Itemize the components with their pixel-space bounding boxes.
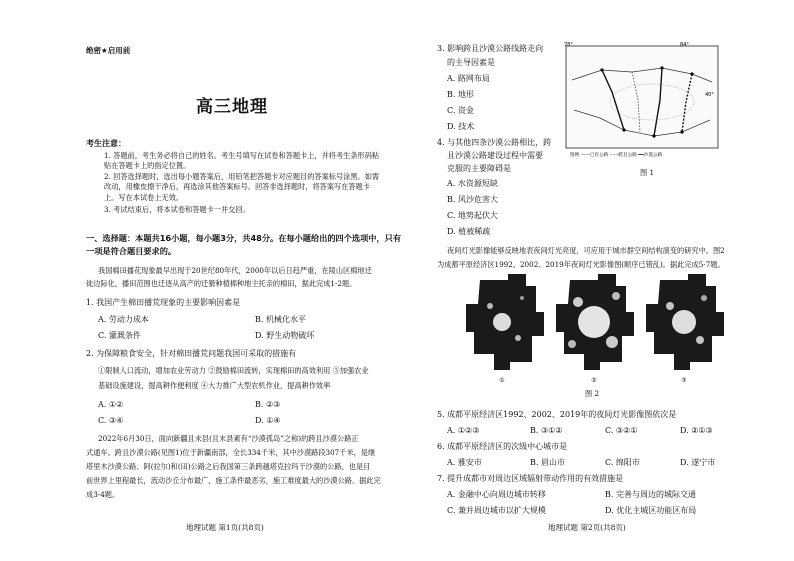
passage-line: 式通车。跨且沙漠公路(见图1)位于新疆南部，全长334千米，其中沙漠路段307千米，是继 bbox=[86, 448, 376, 457]
fig1-lon-label: 78° bbox=[564, 42, 573, 48]
question-2-stem: 2. 为保障粮食安全，针对棉田播荒问题我国可采取的措施有 bbox=[86, 349, 297, 358]
q2-option-c[interactable]: C. ③④ bbox=[98, 416, 124, 425]
q7-option-c[interactable]: C. 兼并周边城市以扩大规模 bbox=[447, 506, 546, 515]
fig1-lat-label: 40° bbox=[705, 92, 714, 98]
q7-option-d[interactable]: D. 优化主城区功能区布局 bbox=[605, 506, 697, 515]
q5-option-c[interactable]: C. ③②① bbox=[605, 426, 638, 435]
passage-line: 夜间灯光影像能够反映地表夜间灯光亮度，可应用于城市群空间结构演变的研究中。图2 bbox=[447, 246, 725, 255]
q3-option-b[interactable]: B. 地形 bbox=[447, 90, 474, 99]
fig2-sub-label: ② bbox=[591, 377, 597, 384]
q3-option-d[interactable]: D. 技术 bbox=[447, 122, 475, 131]
q1-option-a[interactable]: A. 劳动力成本 bbox=[98, 315, 149, 324]
q2-statement-line: 基础设施建设，提高耕作便利度 ④大力推广大型农机作业，提高耕作效率 bbox=[98, 381, 331, 390]
question-3-stem: 3. 影响跨且沙漠公路线路走向 bbox=[437, 44, 544, 53]
q1-option-c[interactable]: C. 灌溉条件 bbox=[98, 331, 141, 340]
question-1-stem: 1. 我国产生棉田播荒现象的主要影响因素是 bbox=[86, 298, 241, 307]
q2-option-a[interactable]: A. ①② bbox=[98, 400, 124, 409]
notice-line: 上。写在本试卷上无效。 bbox=[104, 193, 184, 202]
notice-line: 改动，用橡皮擦干净后，再选涂其他答案标号。回答非选择题时，将答案写在答题卡 bbox=[104, 182, 370, 191]
question-6-stem: 6. 成都平原经济区的次级中心城市是 bbox=[437, 442, 568, 451]
figure-1-caption: 图 1 bbox=[640, 168, 655, 177]
question-7-stem: 7. 提升成都市对周边区域辐射带动作用的有效措施是 bbox=[437, 474, 624, 483]
exam-title: 高三地理 bbox=[196, 97, 268, 117]
secret-label: 绝密★启用前 bbox=[86, 46, 131, 55]
passage-line: 2022年6月30日，面向新疆且未县(且末县素有“沙漠孤岛”之称)的跨且沙漠公路正 bbox=[98, 434, 359, 443]
passage-line: 为成都平原经济区1992、2002、2019年夜间灯光影像图(顺序已错乱)。据此完成5-7题。 bbox=[437, 260, 725, 269]
q4-option-d[interactable]: D. 植被稀疏 bbox=[447, 227, 491, 236]
q6-option-b[interactable]: B. 眉山市 bbox=[530, 458, 565, 467]
figure-2-caption: 图 2 bbox=[585, 389, 600, 398]
fig2-sub-label: ① bbox=[499, 377, 505, 384]
q7-option-a[interactable]: A. 金融中心向周边城市转移 bbox=[447, 490, 546, 499]
q4-option-b[interactable]: B. 风沙危害大 bbox=[447, 195, 498, 204]
question-4-stem: 4. 与其他四条沙漠公路相比，跨 bbox=[437, 138, 552, 147]
notice-line: 贴在答题卡上的指定位置。 bbox=[104, 161, 191, 170]
night-light-image-3 bbox=[646, 274, 724, 370]
question-4-stem: 克服的主要障碍是 bbox=[447, 164, 511, 173]
passage-line: 成3-4题。 bbox=[86, 490, 120, 499]
q6-option-a[interactable]: A. 雅安市 bbox=[447, 458, 482, 467]
notice-line: 2. 回答选择题时，选出每小题答案后，用铅笔把答题卡对应题目的答案标号涂黑。如需 bbox=[104, 172, 380, 181]
page-footer-right: 地理试题 第2页(共8页) bbox=[548, 523, 626, 532]
figure-1-map bbox=[562, 40, 722, 160]
fig1-lon-label: 84° bbox=[680, 42, 689, 48]
question-4-stem: 且沙漠公路建设过程中需要 bbox=[447, 151, 543, 160]
night-light-image-1 bbox=[466, 274, 544, 370]
fig1-legend: 图例 ——已有公路 ······跨且公路 ━━沙漠公路 bbox=[570, 153, 663, 158]
q5-option-d[interactable]: D. ②①③ bbox=[680, 426, 713, 435]
question-3-stem: 的主导因素是 bbox=[447, 58, 495, 67]
q6-option-d[interactable]: D. 遂宁市 bbox=[680, 458, 716, 467]
q2-statement-line: ①限制人口流动，增加农业劳动力 ②鼓励棉田流转，实现棉田的高效利用 ③加强农业 bbox=[98, 366, 369, 375]
passage-line: 徙边际化，播田范围也迁逐从高产的迁猾种植棉种地主托亲的棉田，据此完成1-2题。 bbox=[86, 279, 357, 288]
notice-line: 3. 考试结束后，将本试卷和答题卡一并交回。 bbox=[104, 205, 250, 214]
passage-line: 塔里木沙漠公路、阿(拉尔)和(田)公路之后我国第三条跨越塔克拉玛干沙漠的公路，也是目 bbox=[86, 462, 371, 471]
fig2-sub-label: ③ bbox=[681, 377, 687, 384]
page-footer-left: 地理试题 第1页(共8页) bbox=[186, 523, 264, 532]
q4-option-c[interactable]: C. 地势起伏大 bbox=[447, 211, 498, 220]
q7-option-b[interactable]: B. 完善与周边的城际交通 bbox=[605, 490, 696, 499]
figure-2-night-light-images bbox=[460, 266, 730, 386]
q5-option-a[interactable]: A. ①②③ bbox=[447, 426, 480, 435]
night-light-image-2 bbox=[556, 274, 634, 370]
notice-line: 1. 答题前，考生务必将自己的姓名、考生号填写在试卷和答题卡上，并将考生条形码粘 bbox=[104, 151, 380, 160]
section-heading: 一、选择题：本题共16小题，每小题3分，共48分。在每小题给出的四个选项中，只有一项是符合题目要求的。 bbox=[86, 233, 402, 256]
q5-option-b[interactable]: B. ③①② bbox=[530, 426, 563, 435]
q4-option-a[interactable]: A. 水资源短缺 bbox=[447, 179, 498, 188]
passage-line: 我国棉田播花现象最早出现于20世纪80年代，2000年以后日趋严重，在陵山区棉地迁 bbox=[98, 266, 372, 275]
passage-line: 前世界上里程最长，流动沙丘分布最广，施工条件最恶劣，施工难度最大的沙漠公路。据此完 bbox=[86, 476, 381, 485]
notice-heading: 考生注意： bbox=[86, 139, 126, 148]
question-5-stem: 5. 成都平原经济区1992、2002、2019年的夜间灯光影像图依次是 bbox=[437, 410, 677, 419]
q3-option-a[interactable]: A. 路网布局 bbox=[447, 74, 490, 83]
q1-option-d[interactable]: D. 野生动物破坏 bbox=[255, 331, 315, 340]
q6-option-c[interactable]: C. 绵阳市 bbox=[605, 458, 640, 467]
q3-option-c[interactable]: C. 资金 bbox=[447, 106, 474, 115]
q1-option-b[interactable]: B. 机械化水平 bbox=[255, 315, 306, 324]
q2-option-d[interactable]: D. ①④ bbox=[255, 416, 281, 425]
q2-option-b[interactable]: B. ②③ bbox=[255, 400, 281, 409]
